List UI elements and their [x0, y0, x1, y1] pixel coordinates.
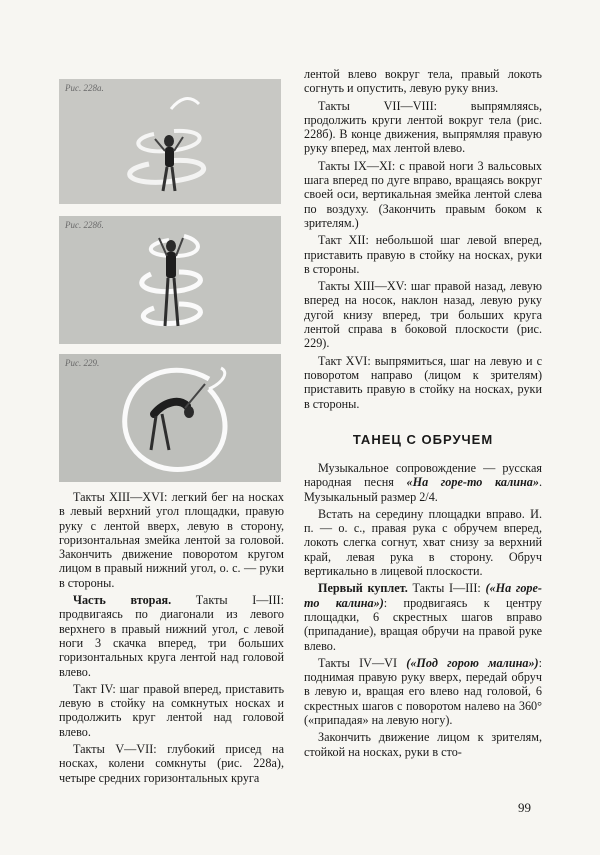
left-column-bottom: [59, 490, 284, 788]
paragraph: Закончить движение лицом к зрителям, стойкой на носках, руки в сто-: [304, 730, 542, 759]
text-run: . Музыкальный размер 2/4.: [304, 475, 542, 504]
song-title: «На горе-то калина»: [406, 475, 539, 490]
text-run: Музыкальное сопровождение — русская народная песня: [304, 461, 542, 490]
paragraph: Такты VII—VIII: выпрямляясь, продолжить круги лентой вокруг тела (рис. 228б). В конце движения, выпрямляя правую руку вперед, мах лентой влево.: [304, 98, 542, 156]
paragraph: Такт IV: шаг правой вперед, приставить левую в стойку на сомкнутых носках и продолжить круг лентой над головой влево.: [59, 681, 284, 739]
paragraph: лентой влево вокруг тела, правый локоть согнуть и опустить, левую руку вниз.: [304, 67, 542, 96]
figure-caption: Рис. 228б.: [65, 220, 104, 230]
gymnast-ribbon-spiral-image: [59, 79, 281, 204]
figure-228b-photo: [59, 216, 281, 344]
text-run: Такты I—III: продвигаясь по диагонали из левого верхнего в правый нижний угол, с левой ноги 3 скачка вперед, три больших горизонтальных круга лентой над головой влево.: [59, 593, 284, 679]
right-column-top: [304, 67, 542, 414]
text-run: Такты I—III:: [407, 581, 486, 596]
paragraph: Такты XIII—XV: шаг правой назад, левую вперед на носок, наклон назад, левую руку дугой книзу вперед, три больших круга лентой справа в боковой плоскости (рис. 229).: [304, 279, 542, 351]
gymnast-ribbon-coil-image: [59, 216, 281, 344]
text-run: Такты IV—VI: [318, 655, 407, 670]
gymnast-ribbon-circle-image: [59, 354, 281, 482]
figure-229-photo: [59, 354, 281, 482]
song-title: («На горе-то калина»): [304, 581, 542, 610]
paragraph-music: [304, 461, 542, 504]
paragraph: Такты XIII—XVI: легкий бег на носках в левый верхний угол площадки, правую руку с лентой вверх, левую в сторону, горизонтальная змейка лентой за головой. Закончить движение поворотом кругом лицом в правый нижний угол, о. с. — руки в стороны.: [59, 490, 284, 590]
figure-caption: Рис. 228а.: [65, 83, 104, 93]
page-number: 99: [518, 800, 531, 815]
paragraph: Такт XII: небольшой шаг левой вперед, приставить правую в стойку на носках, руки в стороны.: [304, 233, 542, 276]
section-heading: ТАНЕЦ С ОБРУЧЕМ: [352, 432, 494, 447]
figure-caption: Рис. 229.: [65, 358, 100, 368]
paragraph: Встать на середину площадки вправо. И. п. — о. с., правая рука с обручем вперед, локоть слегка согнут, хват снизу за верхний край, левая рука в сторону. Обруч вертикально в лицевой плоскости.: [304, 506, 542, 579]
paragraph-verse: [304, 581, 542, 652]
paragraph-tacts: [304, 656, 542, 727]
text-run: : продвигаясь к центру площадки, 6 скрестных шагов вправо (припадание), вращая обручи на правой руке влево.: [304, 595, 542, 653]
paragraph: Такт XVI: выпрямиться, шаг на левую и с поворотом направо (лицом к зрителям) приставить правую в стойку на носках, руки в стороны.: [304, 353, 542, 411]
right-column-section: [304, 461, 542, 762]
part-label: Часть вторая.: [73, 593, 172, 608]
figure-228a-photo: [59, 79, 281, 204]
verse-label: Первый куплет.: [318, 581, 408, 596]
song-title: («Под горою малина»): [406, 655, 539, 670]
paragraph: Такты IX—XI: с правой ноги 3 вальсовых шага вперед по дуге вправо, вращаясь вокруг своей оси, вертикальная змейка лентой слева по воздуху. (Закончить правым боком к зрителям.): [304, 158, 542, 230]
paragraph-part-two: [59, 593, 284, 679]
text-run: : поднимая правую руку вверх, передай обруч в левую и, вращая его влево над головой, 6 скрестных шагов с поворотом налево на 360° («припадая» на левую ногу).: [304, 655, 542, 728]
paragraph: Такты V—VII: глубокий присед на носках, колени сомкнуты (рис. 228а), четыре средних горизонтальных круга: [59, 742, 284, 785]
